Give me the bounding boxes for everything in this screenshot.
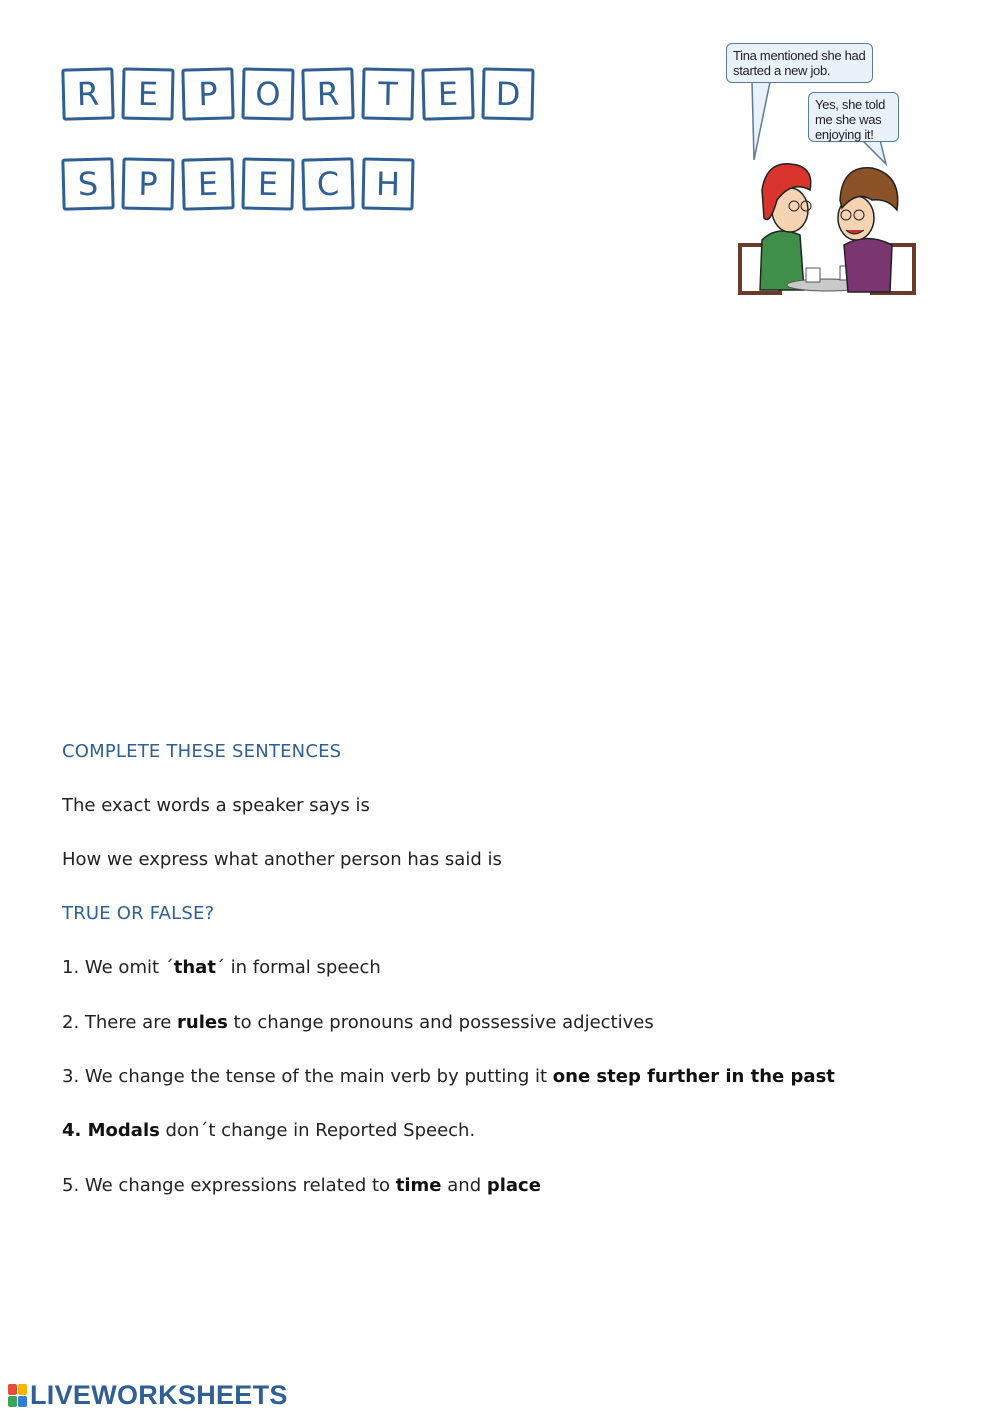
title-letter: O xyxy=(241,67,294,120)
emphasized-text: time xyxy=(395,1175,442,1196)
title-letter: S xyxy=(61,157,114,210)
title-letter: D xyxy=(481,67,534,120)
title-letter: E xyxy=(421,67,474,120)
true-false-item xyxy=(62,1012,654,1033)
item-text: don´t change in Reported Speech. xyxy=(159,1120,476,1141)
emphasized-text: place xyxy=(486,1175,541,1196)
title-letter: H xyxy=(361,157,414,210)
item-text: 5. We change expressions related to xyxy=(62,1175,396,1196)
title-row-reported xyxy=(62,68,542,120)
item-text: 3. We change the tense of the main verb by putting it xyxy=(62,1066,553,1087)
speech-bubble-tina: Tina mentioned she had started a new job. xyxy=(726,43,873,83)
title-letter: T xyxy=(361,67,414,120)
emphasized-text: rules xyxy=(177,1012,228,1033)
title-letter: R xyxy=(301,67,354,120)
item-text: ´ in formal speech xyxy=(215,957,381,978)
title-letter: E xyxy=(241,157,294,210)
title-letter: E xyxy=(121,67,174,120)
title-letter: R xyxy=(61,67,114,120)
title-letter: P xyxy=(121,157,174,210)
sentence-prompt: The exact words a speaker says is xyxy=(62,795,370,816)
true-false-item xyxy=(62,1175,541,1196)
speech-bubble-reply: Yes, she told me she was enjoying it! xyxy=(808,92,899,142)
true-false-item xyxy=(62,1120,475,1141)
section-heading-complete: COMPLETE THESE SENTENCES xyxy=(62,741,342,762)
item-text: 1. We omit ´ xyxy=(62,957,174,978)
item-text: to change pronouns and possessive adjectives xyxy=(227,1012,654,1033)
liveworksheets-logo xyxy=(8,1380,288,1411)
emphasized-text: 4. Modals xyxy=(62,1120,160,1141)
sentence-prompt: How we express what another person has said is xyxy=(62,849,502,870)
true-false-item xyxy=(62,957,381,978)
item-text: 2. There are xyxy=(62,1012,178,1033)
true-false-item xyxy=(62,1066,835,1087)
logo-icon xyxy=(8,1384,28,1408)
logo-text: LIVEWORKSHEETS xyxy=(30,1380,288,1410)
emphasized-text: one step further in the past xyxy=(552,1066,835,1087)
title-letter: P xyxy=(181,67,234,120)
cartoon-illustration xyxy=(722,40,922,295)
title-row-speech xyxy=(62,158,422,210)
title-letter: C xyxy=(301,157,354,210)
title-letter: E xyxy=(181,157,234,210)
section-heading-true-false: TRUE OR FALSE? xyxy=(62,903,215,924)
emphasized-text: that xyxy=(173,957,216,978)
item-text: and xyxy=(441,1175,487,1196)
